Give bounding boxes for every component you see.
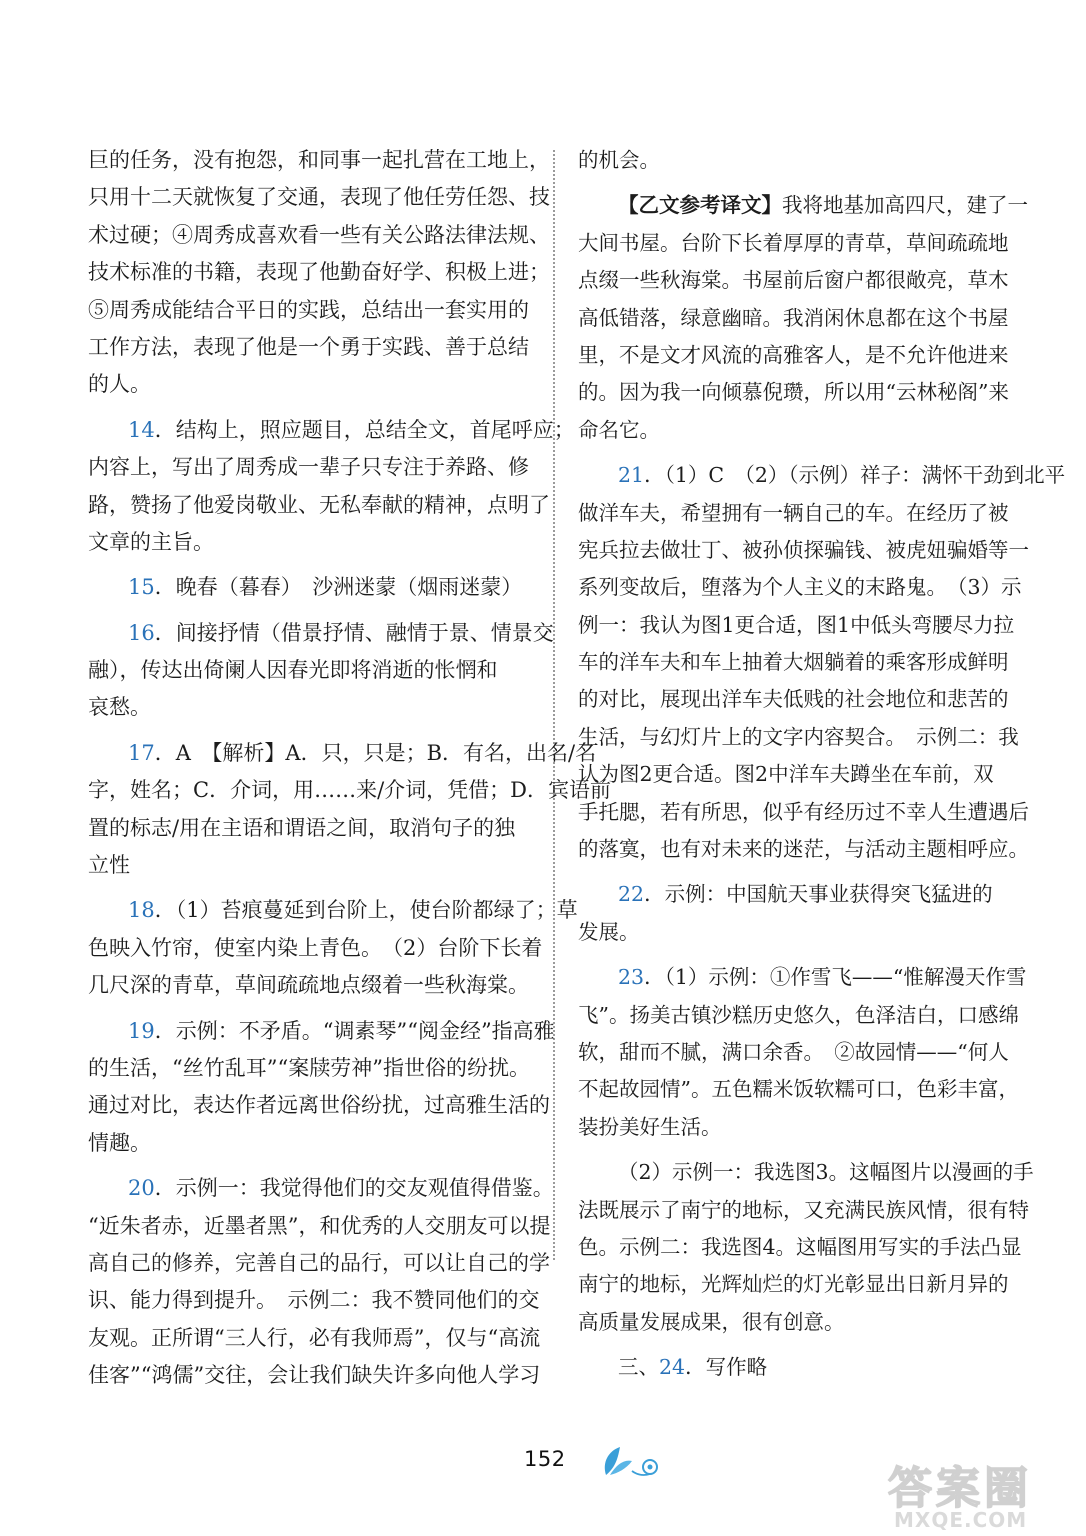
answer-text: ．示例：不矛盾。“调素琴”“阅金经”指高雅 [154,1018,555,1043]
answer-line [88,967,531,1004]
answer-line [578,681,1008,718]
answer-number: 24 [659,1355,686,1380]
answer-line [88,847,531,884]
answer-line [578,644,1008,681]
translation-text: 命名它。 [578,417,660,442]
translation-line [578,337,1008,374]
answer-number: 19 [128,1018,155,1043]
translation-line [578,374,1008,411]
answer-line: 法既展示了南宁的地标，又充满民族风情，很有特 [578,1197,1029,1222]
answer-line [88,1170,554,1207]
answer-22 [578,876,1008,951]
answer-text: 例一：我认为图1更合适，图1中低头弯腰尽力拉 [578,612,1015,637]
answer-text: ．（1）C （2）（示例）祥子：满怀干劲到北平 [644,463,1066,488]
answer-23 [578,959,1027,1146]
answer-text: 色映入竹帘，使室内染上青色。 （2）台阶下长着 [88,935,543,960]
text-line: 的机会。 [578,148,660,172]
translation-text: 的。因为我一向倾慕倪瓒，所以用“云林秘阁”来 [578,380,1009,405]
answer-15 [88,569,531,606]
answer-line [88,449,531,486]
answer-text: ．结构上，照应题目，总结全文，首尾呼应； [154,417,575,442]
answer-line [88,1282,540,1319]
answer-17 [88,735,611,885]
answer-text: ．示例：中国航天事业获得突飞猛进的 [644,882,993,907]
translation-text: 点缀一些秋海棠。书屋前后窗户都很敞亮，草木 [578,268,1009,293]
answer-text: 友观。正所谓“三人行，必有我师焉”，仅与“高流 [88,1325,541,1350]
answer-line [88,689,531,726]
answer-line: 色。示例二：我选图4。这幅图用写实的手法凸显 [578,1234,1022,1259]
answer-20 [88,1170,554,1394]
answer-text: 内容上，写出了周秀成一辈子只专注于养路、修 [88,455,529,480]
answer-text: 的对比，展现出洋车夫低贱的社会地位和悲苦的 [578,687,1009,712]
answer-line [578,914,1008,951]
answer-text: ．（1）苔痕蔓延到台阶上，使台阶都绿了；草 [154,898,578,923]
text-line: 的人。 [88,372,151,397]
answer-line [88,524,531,561]
answer-line [88,930,543,967]
translation-text: 大间书屋。台阶下长着厚厚的青草，草间疏疏地 [578,230,1009,255]
section-three-text: ．写作略 [685,1355,768,1380]
right-answers [578,457,1066,1146]
answer-text: 不起故园情”。五色糯米饭软糯可口，色彩丰富， [578,1077,1019,1102]
answer-line [578,997,1019,1034]
text-line: 工作方法，表现了他是一个勇于实践、善于总结 [88,334,529,359]
translation-line [578,262,1008,299]
answer-text: 路，赞扬了他爱岗敬业、无私奉献的精神，点明了 [88,492,550,517]
answer-19 [88,1013,555,1163]
left-lead-paragraph [88,142,550,404]
answer-number: 21 [618,463,645,488]
answer-text: 佳客”“鸿儒”交往，会让我们缺失许多向他人学习 [88,1363,541,1388]
answer-line [88,487,550,524]
translation-line [578,187,1028,224]
answer-line [88,1087,550,1124]
translation-line [578,300,1008,337]
answer-line [578,831,1029,868]
answer-text: 飞”。扬美古镇沙糕历史悠久，色泽洁白，口感绵 [578,1002,1019,1027]
answer-text: 立性 [88,853,130,878]
answer-line: （2）示例一：我选图3。这幅图片以漫画的手 [618,1160,1034,1185]
section-three-prefix: 三、 [618,1355,659,1380]
answer-21 [578,457,1066,868]
answer-text: “近朱者赤，近墨者黑”，和优秀的人交朋友可以提 [88,1213,551,1238]
answer-line [578,959,1027,996]
translation-heading: 【乙文参考译文】 [618,193,782,218]
answer-text: 情趣。 [88,1130,151,1155]
answer-text: 哀愁。 [88,695,151,720]
answer-number: 22 [618,882,645,907]
translation-text: 我将地基加高四尺，建了一 [782,193,1028,218]
answer-text: 发展。 [578,919,640,944]
translation-text: 里，不是文才风流的高雅客人，是不允许他进来 [578,342,1009,367]
answer-line [88,1125,531,1162]
right-column [578,142,1066,1387]
answer-text: 置的标志/用在主语和谓语之间，取消句子的独 [88,815,516,840]
answer-text: 做洋车夫，希望拥有一辆自己的车。在经历了被 [578,500,1009,525]
answer-text: ．晚春（暮春） 沙洲迷蒙（烟雨迷蒙） [154,575,523,600]
answer-text: 字，姓名；C．介词，用……来/介词，凭借；D．宾语前 [88,778,611,803]
answer-number: 16 [128,620,155,645]
answer-16 [88,615,554,727]
answer-line [88,569,531,606]
answer-line [88,412,575,449]
answer-line [88,772,611,809]
answer-line [88,1208,551,1245]
answer-number: 20 [128,1176,155,1201]
text-line: 只用十二天就恢复了交通，表现了他任劳任怨、技 [88,185,550,210]
answer-14 [88,412,575,562]
answer-line [88,615,554,652]
translation-line [578,412,1008,449]
answer-text: 几尺深的青草，草间疏疏地点缀着一些秋海棠。 [88,973,529,998]
answer-line [578,719,1019,756]
answer-line [578,532,1029,569]
answer-text: 宪兵拉去做壮丁、被孙侦探骗钱、被虎妞骗婚等一 [578,537,1029,562]
answer-number: 15 [128,575,155,600]
answer-text: 软，甜而不腻，满口余香。 ②故园情——“何人 [578,1039,1009,1064]
watermark-logo-text: 答案圈 [888,1463,1032,1514]
answer-line [578,1109,1008,1146]
text-line: ⑤周秀成能结合平日的实践，总结出一套实用的 [88,297,529,322]
answer-line [578,569,1022,606]
answer-number: 14 [128,417,155,442]
answer-text: 融），传达出倚阑人因春光即将消逝的怅惘和 [88,658,498,683]
answer-line [578,457,1066,494]
answer-text: 手托腮，若有所思，似乎有经历过不幸人生遭遇后 [578,799,1029,824]
right-lead-paragraph [578,142,1008,179]
watermark-url: MXQE.COM [894,1508,1028,1532]
answer-line [578,756,1008,793]
answer-text: 的生活，“丝竹乱耳”“案牍劳神”指世俗的纷扰。 [88,1055,530,1080]
answer-line [88,652,531,689]
answer-text: ．（1）示例：①作雪飞——“惟解漫天作雪 [644,965,1027,990]
answer-line [578,794,1029,831]
text-line: 巨的任务，没有抱怨，和同事一起扎营在工地上， [88,148,550,172]
answer-text: 生活，与幻灯片上的文字内容契合。 示例二：我 [578,724,1019,749]
answer-line [88,892,578,929]
answer-text: ．A 【解析】A．只，只是；B．有名，出名/名 [154,740,597,765]
answer-line: 高质量发展成果，很有创意。 [578,1309,845,1334]
answer-line [578,495,1008,532]
answer-line [578,876,1008,913]
translation-paragraph [578,187,1028,449]
answer-line: 南宁的地标，光辉灿烂的灯光彰显出日新月异的 [578,1272,1009,1297]
page-number: 152 [524,1447,566,1471]
answer-text: 通过对比，表达作者远离世俗纷扰，过高雅生活的 [88,1093,550,1118]
text-line: 技术标准的书籍，表现了他勤奋好学、积极上进； [88,260,550,285]
answer-text: ．示例一：我觉得他们的交友观值得借鉴。 [154,1176,554,1201]
translation-text: 高低错落，绿意幽暗。我消闲休息都在这个书屋 [578,305,1009,330]
answer-number: 23 [618,965,645,990]
answer-text: 的落寞，也有对未来的迷茫，与活动主题相呼应。 [578,837,1029,862]
answer-number: 17 [128,740,155,765]
answer-line [88,1320,541,1357]
answer-23-part2 [578,1154,1034,1341]
leaf-swirl-icon [596,1441,676,1481]
answer-text: 识、能力得到提升。 示例二：我不赞同他们的交 [88,1288,540,1313]
answer-line [88,810,531,847]
answer-text: 装扮美好生活。 [578,1114,722,1139]
answer-text: 高自己的修养，完善自己的品行，可以让自己的学 [88,1250,550,1275]
column-divider [553,150,555,1260]
section-three-line [578,1349,1008,1386]
translation-line [578,225,1008,262]
watermark [888,1452,1078,1534]
text-line: 术过硬；④周秀成喜欢看一些有关公路法律法规、 [88,222,550,247]
answer-text: 车的洋车夫和车上抽着大烟躺着的乘客形成鲜明 [578,650,1009,675]
answer-line [88,1245,550,1282]
answer-line [88,735,597,772]
answer-line [88,1357,541,1394]
answer-number: 18 [128,898,155,923]
answer-text: 文章的主旨。 [88,529,214,554]
answer-text: 系列变故后，堕落为个人主义的末路鬼。 （3）示 [578,575,1022,600]
answer-line [88,1050,531,1087]
answer-text: 认为图2更合适。图2中洋车夫蹲坐在车前，双 [578,762,994,787]
answer-line [578,1034,1008,1071]
answer-line [578,1071,1019,1108]
answer-line [578,607,1015,644]
answer-18 [88,892,578,1004]
answer-line [88,1013,555,1050]
answer-text: ．间接抒情（借景抒情、融情于景、情景交 [154,620,554,645]
